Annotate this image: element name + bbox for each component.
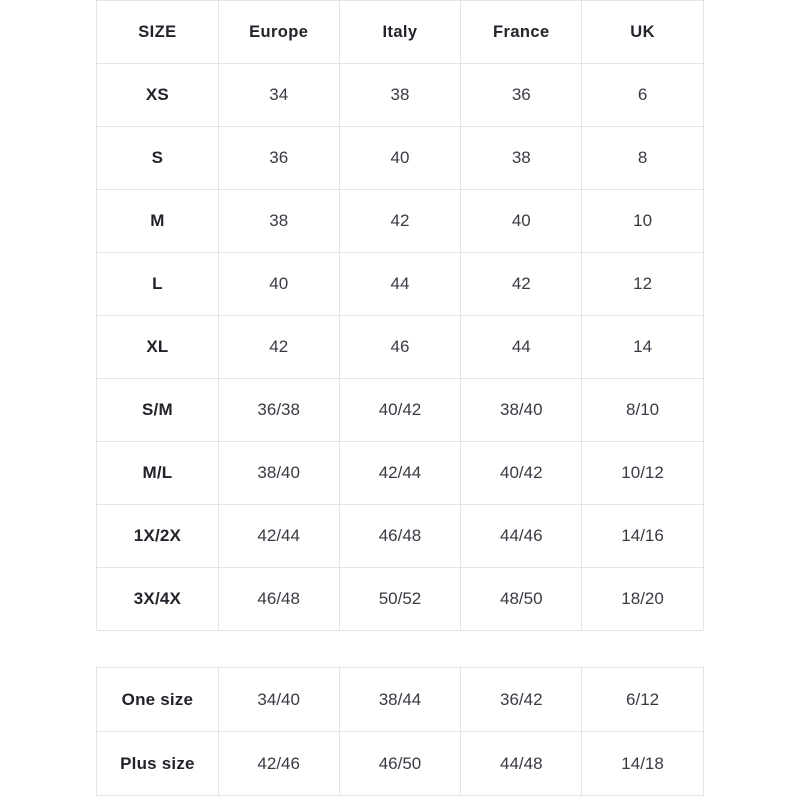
cell-europe: 36/38	[218, 379, 339, 442]
secondary-size-table-wrapper	[96, 667, 704, 796]
table-row	[97, 127, 704, 190]
row-label: XL	[97, 316, 219, 379]
cell-italy: 42	[339, 190, 461, 253]
cell-france: 36	[461, 64, 582, 127]
cell-uk: 10	[582, 190, 704, 253]
table-row	[97, 732, 704, 796]
cell-france: 44	[461, 316, 582, 379]
cell-france: 38/40	[461, 379, 582, 442]
cell-europe: 40	[218, 253, 339, 316]
row-label: L	[97, 253, 219, 316]
cell-france: 44/46	[461, 505, 582, 568]
cell-uk: 12	[582, 253, 704, 316]
cell-italy: 40	[339, 127, 461, 190]
row-label: M	[97, 190, 219, 253]
secondary-table-body	[97, 668, 704, 796]
cell-europe: 42	[218, 316, 339, 379]
cell-italy: 44	[339, 253, 461, 316]
table-header-row	[97, 1, 704, 64]
cell-uk: 6/12	[582, 668, 704, 732]
table-row	[97, 316, 704, 379]
table-body	[97, 64, 704, 631]
main-size-table	[96, 0, 704, 631]
cell-france: 36/42	[461, 668, 582, 732]
cell-uk: 14/16	[582, 505, 704, 568]
cell-italy: 40/42	[339, 379, 461, 442]
cell-uk: 18/20	[582, 568, 704, 631]
table-row	[97, 505, 704, 568]
cell-italy: 46/48	[339, 505, 461, 568]
row-label: 1X/2X	[97, 505, 219, 568]
main-size-table-wrapper	[96, 0, 704, 631]
cell-italy: 50/52	[339, 568, 461, 631]
cell-europe: 46/48	[218, 568, 339, 631]
table-row	[97, 668, 704, 732]
column-header-uk: UK	[582, 1, 704, 64]
cell-france: 40/42	[461, 442, 582, 505]
cell-france: 38	[461, 127, 582, 190]
cell-uk: 8/10	[582, 379, 704, 442]
cell-europe: 34/40	[218, 668, 339, 732]
table-row	[97, 253, 704, 316]
secondary-size-table	[96, 667, 704, 796]
column-header-france: France	[461, 1, 582, 64]
cell-uk: 14	[582, 316, 704, 379]
row-label: S/M	[97, 379, 219, 442]
column-header-size: SIZE	[97, 1, 219, 64]
table-row	[97, 442, 704, 505]
cell-europe: 42/44	[218, 505, 339, 568]
cell-italy: 46/50	[339, 732, 461, 796]
cell-italy: 38	[339, 64, 461, 127]
table-row	[97, 568, 704, 631]
cell-france: 44/48	[461, 732, 582, 796]
column-header-europe: Europe	[218, 1, 339, 64]
row-label: XS	[97, 64, 219, 127]
cell-italy: 42/44	[339, 442, 461, 505]
table-row	[97, 190, 704, 253]
cell-france: 42	[461, 253, 582, 316]
row-label: 3X/4X	[97, 568, 219, 631]
cell-france: 40	[461, 190, 582, 253]
table-header	[97, 1, 704, 64]
row-label: One size	[97, 668, 219, 732]
table-row	[97, 64, 704, 127]
cell-france: 48/50	[461, 568, 582, 631]
cell-europe: 34	[218, 64, 339, 127]
cell-uk: 14/18	[582, 732, 704, 796]
cell-europe: 42/46	[218, 732, 339, 796]
cell-uk: 8	[582, 127, 704, 190]
column-header-italy: Italy	[339, 1, 461, 64]
cell-uk: 6	[582, 64, 704, 127]
cell-uk: 10/12	[582, 442, 704, 505]
row-label: S	[97, 127, 219, 190]
cell-italy: 38/44	[339, 668, 461, 732]
row-label: Plus size	[97, 732, 219, 796]
row-label: M/L	[97, 442, 219, 505]
cell-europe: 38	[218, 190, 339, 253]
cell-europe: 36	[218, 127, 339, 190]
table-row	[97, 379, 704, 442]
cell-italy: 46	[339, 316, 461, 379]
cell-europe: 38/40	[218, 442, 339, 505]
